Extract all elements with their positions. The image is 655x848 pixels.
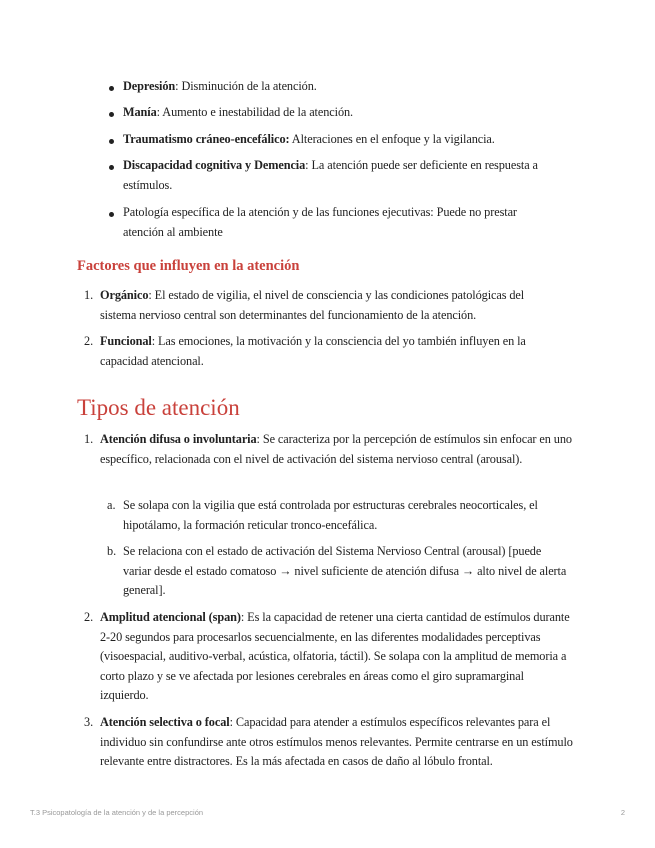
list-item bbox=[100, 430, 572, 469]
bullet-marker bbox=[109, 139, 114, 144]
list-item-text: : Disminución de la atención. bbox=[175, 79, 317, 93]
list-item-text: Alteraciones en el enfoque y la vigilancia. bbox=[289, 132, 495, 146]
list-item-term: Depresión bbox=[123, 79, 176, 93]
list-item-text: : Capacidad para atender a estímulos específicos relevantes para el individuo sin confundirse ante otros estímulos menos relevantes. Permite centrarse en un estímulo relevante entre distractores. Es la más afectada en casos de daño al lóbulo frontal. bbox=[100, 715, 573, 768]
list-item-text: : Las emociones, la motivación y la consciencia del yo también influyen en la capacidad atencional. bbox=[100, 334, 526, 368]
bullet-marker bbox=[109, 165, 114, 170]
list-item bbox=[123, 203, 553, 242]
list-item bbox=[100, 332, 560, 371]
list-item-text: : Aumento e inestabilidad de la atención. bbox=[156, 105, 354, 119]
bullet-marker bbox=[109, 86, 114, 91]
list-item-text: : La atención puede ser deficiente en respuesta a estímulos. bbox=[123, 158, 538, 192]
list-item-term: Orgánico bbox=[100, 288, 149, 302]
list-item bbox=[123, 77, 578, 97]
list-number: 1. bbox=[84, 432, 94, 446]
list-item bbox=[123, 156, 573, 195]
list-item-text: : Se caracteriza por la percepción de estímulos sin enfocar en uno específico, relacionada con el nivel de activación del sistema nervioso central (arousal). bbox=[100, 432, 572, 466]
list-item-term: Funcional bbox=[100, 334, 152, 348]
list-item bbox=[123, 130, 578, 150]
list-number: 2. bbox=[84, 610, 94, 624]
list-item-text: : El estado de vigilia, el nivel de consciencia y las condiciones patológicas del sistema nervioso central son determinantes del funcionamiento de la atención. bbox=[100, 288, 525, 322]
list-item-term: Traumatismo cráneo-encefálico: bbox=[123, 132, 290, 146]
list-item-term: Manía bbox=[123, 105, 157, 119]
sub-list-letter: b. bbox=[107, 544, 117, 558]
section-heading-factores: Factores que influyen en la atención bbox=[77, 258, 300, 274]
footer-title: T.3 Psicopatología de la atención y de la percepción bbox=[30, 808, 204, 817]
list-item bbox=[100, 608, 574, 706]
page-number: 2 bbox=[620, 808, 625, 817]
section-heading-tipos: Tipos de atención bbox=[77, 395, 240, 420]
list-item-text: : Es la capacidad de retener una cierta cantidad de estímulos durante 2-20 segundos para procesarlos secuencialmente, en las diferentes modalidades perceptivas (visoespacial, auditivo-verbal, acústica, olfatoria, táctil). Se solapa con la amplitud de memoria a corto plazo y se ve afectada por lesiones cerebrales en áreas como el giro supramarginal izquierdo. bbox=[100, 610, 570, 702]
bullet-marker bbox=[109, 112, 114, 117]
bullet-marker bbox=[109, 212, 114, 217]
list-item bbox=[100, 713, 574, 772]
list-number: 3. bbox=[84, 715, 94, 729]
list-item-term: Discapacidad cognitiva y Demencia bbox=[123, 158, 306, 172]
sub-list-item: Se relaciona con el estado de activación del Sistema Nervioso Central (arousal) [puede variar desde el estado comatoso → nivel suficiente de atención difusa → alto nivel de alerta general]. bbox=[123, 544, 567, 597]
sub-list-letter: a. bbox=[107, 498, 116, 512]
list-item-term: Amplitud atencional (span) bbox=[100, 610, 241, 624]
list-item bbox=[123, 103, 578, 123]
list-number: 2. bbox=[84, 334, 94, 348]
list-number: 1. bbox=[84, 288, 94, 302]
list-item-term: Atención difusa o involuntaria bbox=[100, 432, 257, 446]
list-item bbox=[100, 286, 560, 325]
list-item-term: Atención selectiva o focal bbox=[100, 715, 230, 729]
sub-list-item: Se solapa con la vigilia que está controlada por estructuras cerebrales neocorticales, el hipotálamo, la formación reticular tronco-encefálica. bbox=[123, 498, 538, 532]
list-item-text: Patología específica de la atención y de las funciones ejecutivas: Puede no prestar atención al ambiente bbox=[123, 205, 517, 239]
